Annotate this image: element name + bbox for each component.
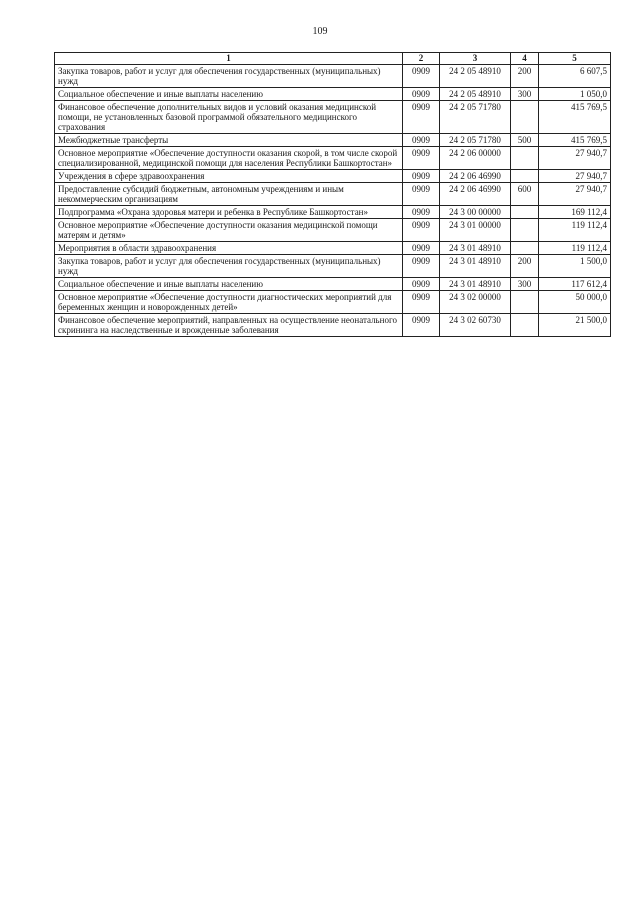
row-section: 0909 [403, 134, 440, 147]
row-amount: 169 112,4 [539, 206, 611, 219]
row-expense-type: 300 [511, 278, 539, 291]
table-row [55, 147, 611, 170]
row-name: Основное мероприятие «Обеспечение доступности оказания медицинской помощи матерям и детям» [55, 219, 403, 242]
row-name: Закупка товаров, работ и услуг для обеспечения государственных (муниципальных) нужд [55, 65, 403, 88]
row-expense-type [511, 314, 539, 337]
row-expense-type [511, 170, 539, 183]
row-name: Социальное обеспечение и иные выплаты населению [55, 88, 403, 101]
row-target-code: 24 3 00 00000 [440, 206, 511, 219]
table-row [55, 278, 611, 291]
row-name: Финансовое обеспечение мероприятий, направленных на осуществление неонатального скрининга на наследственные и врожденные заболевания [55, 314, 403, 337]
row-expense-type [511, 147, 539, 170]
row-target-code: 24 2 06 00000 [440, 147, 511, 170]
row-name: Основное мероприятие «Обеспечение доступности диагностических мероприятий для беременных женщин и новорожденных детей» [55, 291, 403, 314]
table-row [55, 291, 611, 314]
table-row [55, 65, 611, 88]
table-row [55, 255, 611, 278]
row-expense-type: 200 [511, 65, 539, 88]
row-section: 0909 [403, 101, 440, 134]
row-target-code: 24 3 01 48910 [440, 255, 511, 278]
row-section: 0909 [403, 65, 440, 88]
row-amount: 117 612,4 [539, 278, 611, 291]
budget-table [54, 52, 611, 337]
row-amount: 27 940,7 [539, 183, 611, 206]
row-expense-type [511, 242, 539, 255]
row-name: Подпрограмма «Охрана здоровья матери и ребенка в Республике Башкортостан» [55, 206, 403, 219]
row-amount: 21 500,0 [539, 314, 611, 337]
row-expense-type [511, 101, 539, 134]
row-name: Финансовое обеспечение дополнительных видов и условий оказания медицинской помощи, не установленных базовой программой обязательного медицинского страхования [55, 101, 403, 134]
row-name: Межбюджетные трансферты [55, 134, 403, 147]
header-col-5: 5 [539, 53, 611, 65]
row-name: Мероприятия в области здравоохранения [55, 242, 403, 255]
row-name: Учреждения в сфере здравоохранения [55, 170, 403, 183]
row-section: 0909 [403, 291, 440, 314]
row-expense-type: 600 [511, 183, 539, 206]
table-row [55, 101, 611, 134]
row-section: 0909 [403, 278, 440, 291]
row-expense-type: 300 [511, 88, 539, 101]
table-row [55, 206, 611, 219]
row-target-code: 24 2 06 46990 [440, 183, 511, 206]
row-expense-type: 200 [511, 255, 539, 278]
row-target-code: 24 3 02 60730 [440, 314, 511, 337]
row-section: 0909 [403, 183, 440, 206]
table-row [55, 183, 611, 206]
row-section: 0909 [403, 314, 440, 337]
row-target-code: 24 2 05 48910 [440, 88, 511, 101]
row-amount: 119 112,4 [539, 219, 611, 242]
header-col-4: 4 [511, 53, 539, 65]
table-row [55, 134, 611, 147]
row-section: 0909 [403, 255, 440, 278]
row-section: 0909 [403, 170, 440, 183]
row-section: 0909 [403, 88, 440, 101]
row-amount: 6 607,5 [539, 65, 611, 88]
row-amount: 50 000,0 [539, 291, 611, 314]
row-section: 0909 [403, 219, 440, 242]
header-col-3: 3 [440, 53, 511, 65]
table-row [55, 219, 611, 242]
table-row [55, 88, 611, 101]
row-expense-type [511, 206, 539, 219]
row-name: Предоставление субсидий бюджетным, автономным учреждениям и иным некоммерческим организациям [55, 183, 403, 206]
row-name: Закупка товаров, работ и услуг для обеспечения государственных (муниципальных) нужд [55, 255, 403, 278]
table-row [55, 314, 611, 337]
row-amount: 119 112,4 [539, 242, 611, 255]
row-section: 0909 [403, 206, 440, 219]
row-amount: 1 500,0 [539, 255, 611, 278]
row-target-code: 24 3 01 00000 [440, 219, 511, 242]
row-section: 0909 [403, 242, 440, 255]
row-name: Основное мероприятие «Обеспечение доступности оказания скорой, в том числе скорой специализированной, медицинской помощи для населения Республики Башкортостан» [55, 147, 403, 170]
header-col-2: 2 [403, 53, 440, 65]
table-row [55, 170, 611, 183]
row-name: Социальное обеспечение и иные выплаты населению [55, 278, 403, 291]
table-row [55, 242, 611, 255]
row-amount: 27 940,7 [539, 170, 611, 183]
row-target-code: 24 3 01 48910 [440, 278, 511, 291]
row-amount: 27 940,7 [539, 147, 611, 170]
row-expense-type: 500 [511, 134, 539, 147]
row-target-code: 24 2 05 71780 [440, 134, 511, 147]
page-number: 109 [312, 26, 328, 37]
row-section: 0909 [403, 147, 440, 170]
row-amount: 1 050,0 [539, 88, 611, 101]
row-target-code: 24 3 02 00000 [440, 291, 511, 314]
row-expense-type [511, 291, 539, 314]
row-amount: 415 769,5 [539, 134, 611, 147]
row-amount: 415 769,5 [539, 101, 611, 134]
table-body [55, 65, 611, 337]
row-target-code: 24 3 01 48910 [440, 242, 511, 255]
row-target-code: 24 2 05 48910 [440, 65, 511, 88]
header-col-1: 1 [55, 53, 403, 65]
row-expense-type [511, 219, 539, 242]
row-target-code: 24 2 05 71780 [440, 101, 511, 134]
row-target-code: 24 2 06 46990 [440, 170, 511, 183]
table-header-row [55, 53, 611, 65]
